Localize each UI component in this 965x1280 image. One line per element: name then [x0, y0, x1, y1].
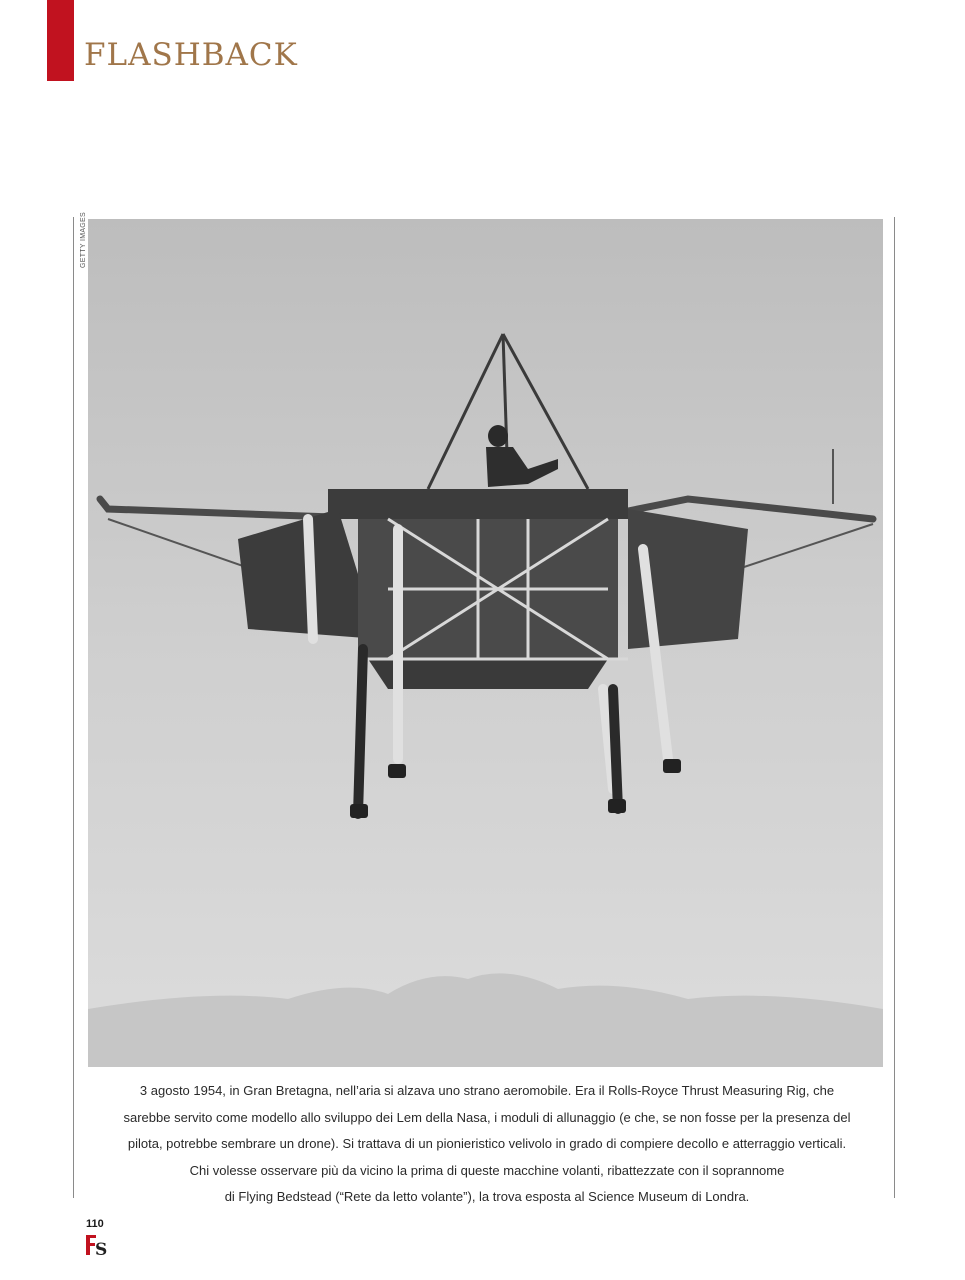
- photo: [88, 219, 883, 1067]
- section-color-tab: [47, 0, 74, 81]
- caption-line: pilota, potrebbe sembrare un drone). Si trattava di un pionieristico velivolo in grado di compiere decollo e atterraggio verticali.: [127, 1136, 847, 1151]
- page-number: 110: [86, 1218, 104, 1230]
- caption-line: di Flying Bedstead (“Rete da letto volante”), la trova esposta al Science Museum di Londra.: [224, 1189, 750, 1204]
- photo-caption: [100, 1078, 874, 1211]
- fs-logo-icon: [84, 1233, 110, 1257]
- caption-line: Chi volesse osservare più da vicino la prima di queste macchine volanti, ribattezzate con il soprannome: [189, 1162, 785, 1178]
- flying-bedstead-illustration: [88, 219, 883, 1067]
- photo-credit: GETTY IMAGES: [80, 212, 87, 268]
- svg-text:S: S: [95, 1240, 108, 1257]
- caption-line: sarebbe servito come modello allo sviluppo dei Lem della Nasa, i moduli di allunaggio (e che, se non fosse per la presenza del: [123, 1109, 851, 1125]
- section-title: FLASHBACK: [84, 37, 298, 73]
- caption-line: 3 agosto 1954, in Gran Bretagna, nell’aria si alzava uno strano aeromobile. Era il Rolls-Royce Thrust Measuring Rig, che: [139, 1083, 835, 1098]
- right-rule: [894, 217, 895, 1198]
- left-rule: [73, 217, 74, 1198]
